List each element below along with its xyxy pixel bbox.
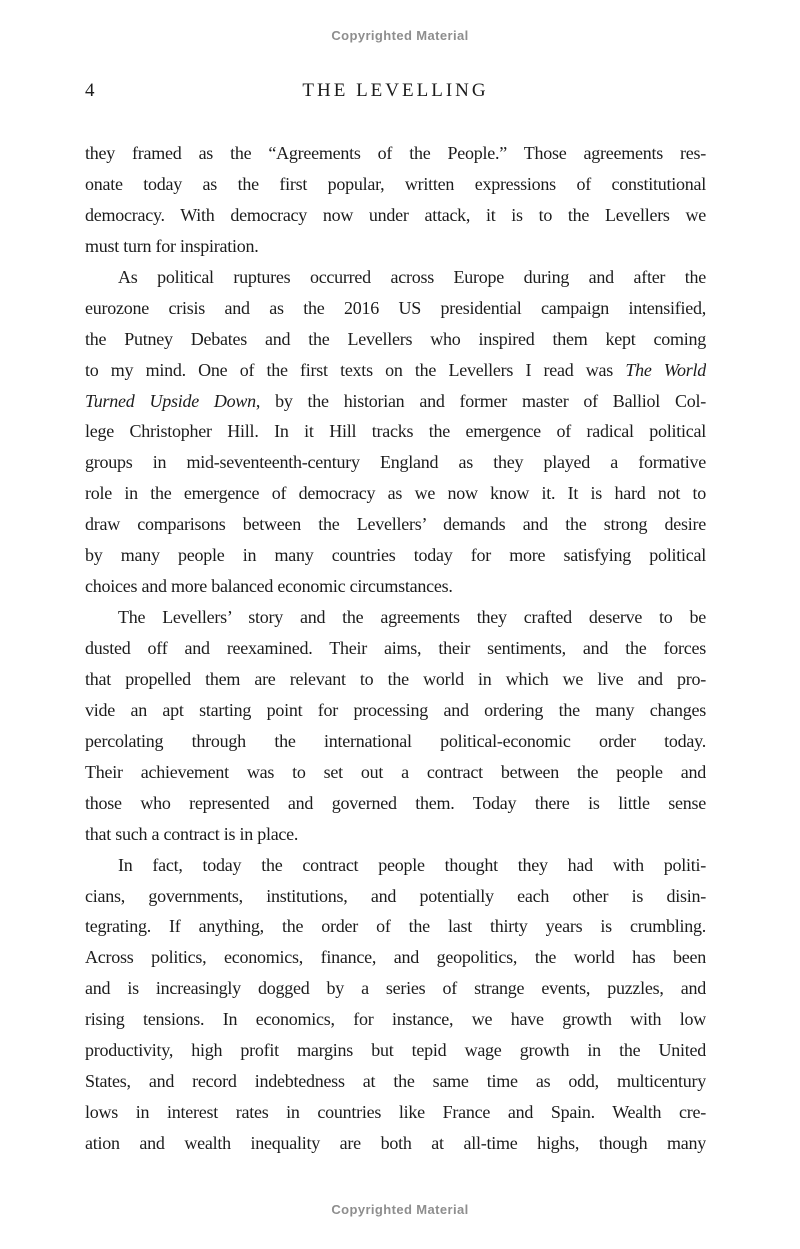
text-line: role in the emergence of democracy as we now know it. It is hard not to bbox=[85, 483, 706, 504]
text-line: cians, governments, institutions, and potentially each other is disin- bbox=[85, 885, 706, 906]
text-line: States, and record indebtedness at the same time as odd, multicentury bbox=[85, 1071, 706, 1092]
text-line: democracy. With democracy now under attack, it is to the Levellers we bbox=[85, 204, 706, 225]
text-line: those who represented and governed them. Today there is little sense bbox=[85, 792, 706, 813]
text-line: lows in interest rates in countries like France and Spain. Wealth cre- bbox=[85, 1102, 706, 1123]
text-line: Their achievement was to set out a contract between the people and bbox=[85, 761, 706, 782]
text-line: lege Christopher Hill. In it Hill tracks the emergence of radical political bbox=[85, 421, 706, 442]
text-line: dusted off and reexamined. Their aims, their sentiments, and the forces bbox=[85, 638, 706, 658]
paragraph bbox=[85, 138, 706, 262]
text-line: percolating through the international political-economic order today. bbox=[85, 730, 706, 751]
text-line: productivity, high profit margins but tepid wage growth in the United bbox=[85, 1040, 706, 1061]
text-line: As political ruptures occurred across Europe during and after the bbox=[118, 266, 706, 287]
paragraph bbox=[85, 602, 706, 850]
page-body bbox=[85, 138, 706, 1159]
text-line: The Levellers’ story and the agreements they crafted deserve to be bbox=[118, 607, 706, 628]
paragraph bbox=[85, 262, 706, 602]
text-line: by many people in many countries today for more satisfying political bbox=[85, 545, 706, 566]
copyright-notice-top: Copyrighted Material bbox=[331, 28, 469, 43]
running-head: THE LEVELLING bbox=[302, 80, 489, 101]
text-line: the Putney Debates and the Levellers who inspired them kept coming bbox=[85, 328, 706, 349]
copyright-notice-bottom: Copyrighted Material bbox=[331, 1202, 469, 1217]
text-line: Turned Upside Down, by the historian and former master of Balliol Col- bbox=[85, 390, 706, 411]
text-line: that propelled them are relevant to the world in which we live and pro- bbox=[85, 668, 706, 689]
text-line: to my mind. One of the first texts on the Levellers I read was The World bbox=[85, 359, 706, 380]
text-line: they framed as the “Agreements of the People.” Those agreements res- bbox=[85, 143, 706, 163]
text-line: groups in mid-seventeenth-century England as they played a formative bbox=[85, 452, 706, 473]
text-line: onate today as the first popular, written expressions of constitutional bbox=[85, 173, 706, 194]
text-line: eurozone crisis and as the 2016 US presidential campaign intensified, bbox=[85, 297, 706, 318]
text-line: must turn for inspiration. bbox=[85, 235, 259, 256]
paragraph bbox=[85, 850, 706, 1159]
text-line: draw comparisons between the Levellers’ demands and the strong desire bbox=[85, 514, 706, 535]
text-line: that such a contract is in place. bbox=[85, 823, 299, 844]
text-line: In fact, today the contract people thought they had with politi- bbox=[118, 854, 706, 875]
text-line: vide an apt starting point for processing and ordering the many changes bbox=[85, 699, 706, 720]
text-line: rising tensions. In economics, for instance, we have growth with low bbox=[85, 1009, 706, 1030]
page-number: 4 bbox=[85, 80, 95, 101]
text-line: ation and wealth inequality are both at all-time highs, though many bbox=[85, 1133, 706, 1153]
text-line: and is increasingly dogged by a series of strange events, puzzles, and bbox=[85, 978, 706, 999]
text-line: Across politics, economics, finance, and geopolitics, the world has been bbox=[85, 947, 706, 968]
text-line: choices and more balanced economic circumstances. bbox=[85, 576, 453, 597]
text-line: tegrating. If anything, the order of the last thirty years is crumbling. bbox=[85, 916, 706, 937]
page-header bbox=[85, 80, 706, 104]
